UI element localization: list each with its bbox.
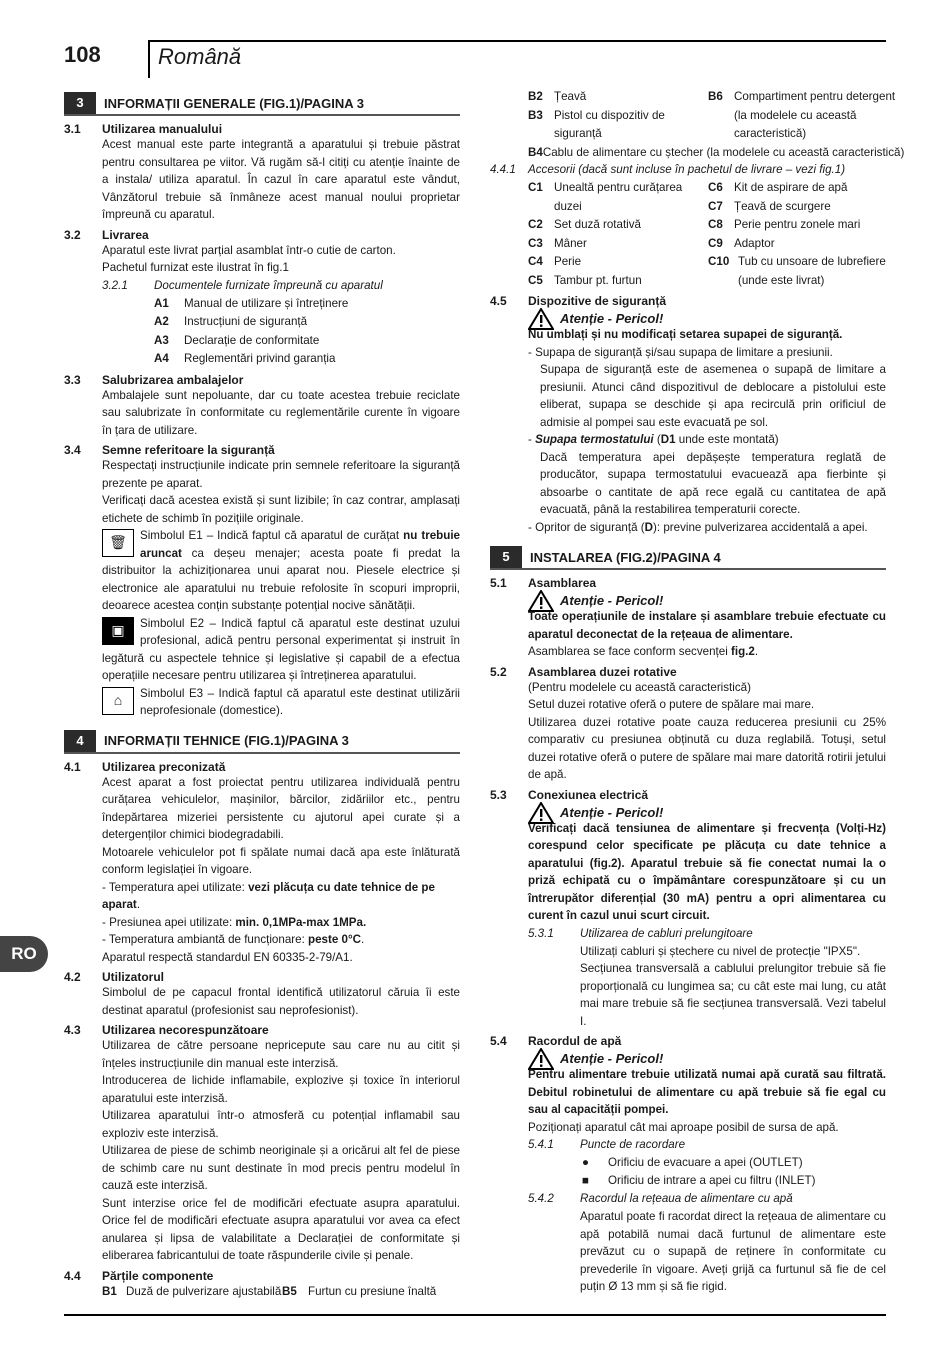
item-value: Duză de pulverizare ajustabilă xyxy=(126,1284,282,1298)
subsubsection-3-2-1 xyxy=(102,277,460,295)
language-side-tab: RO xyxy=(0,936,48,972)
subsubsection-title: Documentele furnizate împreună cu aparatul xyxy=(154,278,383,292)
paragraph: Utilizarea aparatului într-o atmosferă cu potențial inflamabil sau exploziv este interzisă. xyxy=(102,1109,460,1140)
part-item xyxy=(528,107,708,144)
doc-item xyxy=(154,350,460,369)
acc-item xyxy=(528,253,708,272)
subsection-number: 3.2 xyxy=(64,227,81,242)
text-span: peste 0°C xyxy=(308,933,361,946)
text-span: ca deșeu menajer; acesta poate fi predat la distribuitor la achiziționarea unui aparat nou. Piesele electrice și electronice ale aparatului nu trebuie refolosite în scopuri improprii, deoarece acestea conțin substanțe potențial nocive sănătății. xyxy=(102,546,460,612)
section-4-header xyxy=(64,730,460,754)
header-rule xyxy=(148,40,886,42)
acc-item xyxy=(528,216,708,235)
text-span: unde este montată) xyxy=(675,433,779,446)
paragraph: Secțiunea transversală a cablului prelungitor trebuie să fie proporțională cu lungimea sa; cu cât este mai lung, cu atât mai mare trebuie să fie secțiunea transversală. Vezi tabelul I. xyxy=(580,962,886,1028)
item-value: Adaptor xyxy=(734,236,775,250)
warning-title: Atenție - Pericol! xyxy=(560,1051,664,1066)
item-value: Compartiment pentru detergent (la modelele cu această caracteristică) xyxy=(734,90,896,140)
item-value: Kit de aspirare de apă xyxy=(734,181,848,194)
item-value: Unealtă pentru curățarea duzei xyxy=(554,181,683,213)
subsection-3-4 xyxy=(64,443,460,457)
item-key: C8 xyxy=(708,218,723,231)
subsubsection-title: Utilizarea de cabluri prelungitoare xyxy=(580,926,753,940)
device-item xyxy=(528,431,886,449)
subsubsection-5-4-1 xyxy=(528,1136,886,1154)
subsection-number: 4.4 xyxy=(64,1268,81,1283)
item-value: Perie xyxy=(554,255,582,268)
text-span: . xyxy=(754,645,759,658)
subsection-5-1 xyxy=(490,576,886,590)
subsubsection-number: 3.2.1 xyxy=(102,278,128,292)
paragraph: Supapa de siguranță este de asemenea o supapă de limitare a presiunii. Atunci când dispozitivul de deblocare a pistolului este eliberat, supapa se deschide și apa recirculă prin orificiul de admisie al pompei sau este evacuată pe sol. xyxy=(540,363,886,429)
text-span: D xyxy=(644,520,654,534)
header-divider xyxy=(148,42,150,78)
text-span: D1 xyxy=(660,433,676,446)
item-value: Țeavă de scurgere xyxy=(734,199,831,213)
acc-item xyxy=(708,216,904,235)
paragraph: Aparatul respectă standardul EN 60335-2-79/A1. xyxy=(102,950,353,964)
item-key: B5 xyxy=(282,1284,297,1298)
subsection-title: Semne referitoare la siguranță xyxy=(102,443,275,457)
text-span: Simbolul E1 – Indică faptul că aparatul de curățat xyxy=(140,529,404,542)
item-key: C7 xyxy=(708,199,723,213)
paragraph: Aparatul este livrat parțial asamblat într-o cutie de carton. xyxy=(102,243,396,257)
item-value: Țeavă xyxy=(554,90,587,103)
text-span: min. 0,1MPa-max 1MPa. xyxy=(235,915,367,929)
item-key: C5 xyxy=(528,273,543,287)
accessories-right xyxy=(708,179,904,290)
acc-item xyxy=(528,179,708,216)
text-span: - Temperatura apei utilizate: xyxy=(102,880,249,894)
subsection-number: 5.3 xyxy=(490,787,507,802)
square-bullet-icon: ■ xyxy=(582,1174,590,1187)
doc-item xyxy=(154,332,460,351)
subsection-5-3 xyxy=(490,788,886,802)
subsection-title: Racordul de apă xyxy=(528,1034,622,1048)
item-value: Tambur pt. furtun xyxy=(554,273,642,287)
item-value: Cablu de alimentare cu ștecher (la modelele cu această caracteristică) xyxy=(542,145,905,159)
subsection-title: Utilizarea necorespunzătoare xyxy=(102,1023,269,1037)
subsubsection-title: Puncte de racordare xyxy=(580,1138,686,1151)
section-title: INFORMAȚII TEHNICE (FIG.1)/PAGINA 3 xyxy=(96,733,349,748)
paragraph: Utilizarea de piese de schimb neoriginale și a oricărui alt fel de piese de schimb care nu sunt destinate în mod precis pentru modelul în cauză este interzisă. xyxy=(102,1144,460,1192)
item-key: C6 xyxy=(708,181,723,194)
text-span: - xyxy=(528,433,536,446)
text-span: vezi plăcuța cu date tehnice de pe aparat xyxy=(102,880,435,911)
item-key: C4 xyxy=(528,255,543,268)
paragraph: Respectați instrucțiunile indicate prin semnele referitoare la siguranță prezente pe aparat. xyxy=(102,459,460,490)
section-5-header xyxy=(490,546,886,570)
item-key: C3 xyxy=(528,236,543,250)
paragraph: Utilizarea de către persoane nepricepute sau care nu au citit și înțeles instrucțiunile din manual este interzisă. xyxy=(102,1039,460,1070)
subsection-3-2 xyxy=(64,228,460,242)
acc-item xyxy=(528,272,708,291)
text-span: - Presiunea apei utilizate: xyxy=(102,915,236,929)
text-span: - Opritor de siguranță ( xyxy=(528,520,645,534)
text-span: Supapa termostatului xyxy=(535,433,654,446)
item-value: Set duză rotativă xyxy=(554,218,642,231)
subsection-title: Livrarea xyxy=(102,227,149,242)
paragraph: Acest aparat a fost proiectat pentru utilizarea individuală pentru curățarea vehiculelor, mașinilor, bărcilor, zidăriilor etc., pentru îndepărtarea mizeriei persistente cu ajutorul apei curate și a detergenților chimici biodegradabili. xyxy=(102,775,460,841)
symbol-e3-paragraph xyxy=(102,685,460,720)
text-span: ): previne pulverizarea accidentală a apei. xyxy=(653,520,868,534)
item-key: B3 xyxy=(528,108,543,122)
symbol-e2-paragraph xyxy=(102,615,460,685)
item-value: Mâner xyxy=(554,236,587,250)
paragraph: Aparatul poate fi racordat direct la rețeaua de alimentare cu apă potabilă numai dacă furtunul de alimentare este prevăzut cu o supapă de reținere în conformitate cu prevederile în vigoare. Aveți grijă ca furtunul să fie de cel puțin Ø 13 mm și să fie rigid. xyxy=(580,1210,886,1293)
subsection-title: Părțile componente xyxy=(102,1268,214,1283)
warning-text: Toate operațiunile de instalare și asamblare trebuie efectuate cu aparatul deconectat de la rețeaua de alimentare. xyxy=(528,610,886,641)
subsection-number: 5.4 xyxy=(490,1034,507,1048)
text-span: . xyxy=(360,933,365,946)
subsection-title: Dispozitive de siguranță xyxy=(528,294,667,308)
text-span: - Temperatura ambiantă de funcționare: xyxy=(102,933,309,946)
paragraph: Pachetul furnizat este ilustrat în fig.1 xyxy=(102,261,289,274)
paragraph xyxy=(528,643,886,661)
doc-item xyxy=(154,313,460,332)
paragraph: Setul duzei rotative oferă o putere de spălare mai mare. xyxy=(528,698,815,711)
item-value: Pistol cu dispozitiv de siguranță xyxy=(554,108,665,140)
item-key: C9 xyxy=(708,236,723,250)
subsection-5-4 xyxy=(490,1034,886,1048)
section-3-header xyxy=(64,92,460,116)
subsection-title: Utilizarea preconizată xyxy=(102,759,226,774)
subsection-number: 4.5 xyxy=(490,294,507,308)
paragraph: Motoarele vehiculelor pot fi spălate numai dacă apa este înlăturată conform legislației în vigoare. xyxy=(102,845,460,876)
subsection-4-4 xyxy=(64,1269,460,1283)
device-item: - Supapa de siguranță și/sau supapa de limitare a presiunii. xyxy=(528,345,833,359)
item-key: B4 xyxy=(528,145,543,159)
subsection-4-1 xyxy=(64,760,460,774)
warning-text: Verificați dacă tensiunea de alimentare și frecvența (Volți-Hz) corespund celor specificate pe plăcuța cu date tehnice a aparatului (fig.2). Aparatul trebuie să fie conectat numai la o priză echipată cu o împământare corespunzătoare și cu un întrerupător diferențial (30 mA) pentru a opri alimentarea cu curent în cazul unui scurt circuit. xyxy=(528,821,886,922)
subsubsection-title: Accesorii (dacă sunt incluse în pachetul de livrare – vezi fig.1) xyxy=(528,163,846,176)
accessories-grid xyxy=(528,179,886,290)
item-key: C10 xyxy=(708,255,730,268)
item-value: Reglementări privind garanția xyxy=(184,352,336,365)
subsection-number: 3.1 xyxy=(64,122,81,136)
parts-grid xyxy=(528,88,896,144)
paragraph: Simbolul de pe capacul frontal identifică utilizatorul căruia îi este destinat aparatul (profesionist sau neprofesionist). xyxy=(102,986,460,1017)
item-key: A2 xyxy=(154,315,169,328)
paragraph: Verificați dacă acestea există și sunt lizibile; în caz contrar, amplasați etichete de schimb în pozițiile originale. xyxy=(102,494,460,525)
item-key: B1 xyxy=(102,1284,117,1298)
acc-item xyxy=(708,179,904,198)
warning-title: Atenție - Pericol! xyxy=(560,804,664,820)
subsection-3-1 xyxy=(64,122,460,136)
item-key: A1 xyxy=(154,296,169,310)
outlet-item xyxy=(582,1154,886,1172)
text-span: fig.2 xyxy=(731,645,755,658)
subsection-4-3 xyxy=(64,1023,460,1037)
paragraph: Poziționați aparatul cât mai aproape posibil de sursa de apă. xyxy=(528,1120,839,1134)
paragraph: Ambalajele sunt nepoluante, dar cu toate acestea trebuie reciclate sau salubrizate în conformitate cu reglementările curente în vigoare în țara de utilizare. xyxy=(102,388,460,437)
part-item xyxy=(708,88,904,144)
item-key: A3 xyxy=(154,333,169,347)
subsection-number: 3.4 xyxy=(64,443,81,457)
page-number: 108 xyxy=(64,42,101,67)
paragraph: (Pentru modelele cu această caracteristică) xyxy=(528,680,751,694)
item-key: B2 xyxy=(528,90,543,103)
symbol-e1-paragraph xyxy=(102,527,460,615)
item-key: C1 xyxy=(528,181,543,194)
paragraph: Dacă temperatura apei depășește temperatura reglată de producător, supapa termostatului evacuează apa fierbinte și absoarbe o cantitate de apă rece egală cu cantitatea de apă evacuată, până la restabilirea temperaturii corecte. xyxy=(540,450,886,516)
item-value: Orificiu de intrare a apei cu filtru (INLET) xyxy=(608,1174,816,1187)
item-value: Furtun cu presiune înaltă xyxy=(308,1284,437,1298)
subsection-title: Asamblarea duzei rotative xyxy=(528,664,677,679)
spec-line xyxy=(102,879,460,914)
section-number: 5 xyxy=(490,546,522,568)
item-value: Perie pentru zonele mari xyxy=(734,218,861,231)
subsection-number: 3.3 xyxy=(64,372,81,387)
device-item xyxy=(528,519,886,537)
subsection-title: Conexiunea electrică xyxy=(528,787,649,802)
text-span: nu trebuie aruncat xyxy=(140,529,460,560)
subsubsection-number: 5.4.2 xyxy=(528,1192,554,1205)
subsection-number: 4.3 xyxy=(64,1023,81,1037)
paragraph: Introducerea de lichide inflamabile, explozive și toxice în interiorul aparatului este interzisă. xyxy=(102,1074,460,1105)
subsection-3-3 xyxy=(64,373,460,387)
section-title: INSTALAREA (FIG.2)/PAGINA 4 xyxy=(522,550,721,565)
subsection-title: Salubrizarea ambalajelor xyxy=(102,372,244,387)
professional-use-icon: ▣ xyxy=(102,617,134,645)
crossed-bin-icon: 🗑 xyxy=(102,529,134,557)
warning-title: Atenție - Pericol! xyxy=(560,593,664,608)
part-item xyxy=(528,144,905,162)
paragraph: Sunt interzise orice fel de modificări efectuate asupra aparatului. Orice fel de modificări efectuate asupra aparatului vor avea ca efect anularea și lipsa de valabilitate a Declarației de conformitate și eliberarea fabricantului de toate răspunderile civile și penale. xyxy=(102,1196,460,1262)
acc-item xyxy=(528,235,708,254)
subsubsection-number: 5.4.1 xyxy=(528,1138,554,1151)
section-title: INFORMAȚII GENERALE (FIG.1)/PAGINA 3 xyxy=(96,96,364,111)
section-number: 3 xyxy=(64,92,96,114)
text-span: Asamblarea se face conform secvenței xyxy=(528,645,731,658)
subsection-number: 4.2 xyxy=(64,970,81,984)
item-value: Orificiu de evacuare a apei (OUTLET) xyxy=(608,1156,803,1169)
subsection-title: Utilizatorul xyxy=(102,970,164,984)
part-item xyxy=(528,88,708,107)
paragraph: Utilizați cabluri și ștechere cu nivel de protecție "IPX5". xyxy=(580,944,861,958)
acc-item xyxy=(708,253,904,290)
subsubsection-4-4-1 xyxy=(490,161,886,179)
subsection-4-5 xyxy=(490,294,886,308)
text-span: ( xyxy=(653,433,661,446)
item-key: B6 xyxy=(708,90,723,103)
subsubsection-number: 5.3.1 xyxy=(528,926,554,940)
subsection-number: 4.1 xyxy=(64,759,81,774)
spec-line xyxy=(102,914,460,932)
language-title: Română xyxy=(158,44,242,69)
right-column xyxy=(490,88,905,1296)
circle-bullet-icon: ● xyxy=(582,1156,590,1169)
subsection-5-2 xyxy=(490,665,886,679)
subsection-title: Utilizarea manualului xyxy=(102,122,223,136)
spec-line xyxy=(102,931,460,949)
text-span: . xyxy=(136,898,141,911)
acc-item xyxy=(708,235,904,254)
warning-text: Nu umblați și nu modificați setarea supapei de siguranță. xyxy=(528,328,843,341)
footer-rule xyxy=(64,1314,886,1316)
house-icon: ⌂ xyxy=(102,687,134,715)
item-value: Tub cu unsoare de lubrefiere (unde este livrat) xyxy=(738,255,886,287)
warning-title: Atenție - Pericol! xyxy=(560,311,664,326)
acc-item xyxy=(708,198,904,217)
subsubsection-title: Racordul la rețeaua de alimentare cu apă xyxy=(580,1192,793,1205)
section-number: 4 xyxy=(64,730,96,752)
subsubsection-5-4-2 xyxy=(528,1190,886,1208)
text-span: Simbolul E2 – Indică faptul că aparatul este destinat uzului profesional, adică pentru personal experimentat și instruit în legătură cu aspectele tehnice și legislative și capabil de a efectua operațiile necesare pentru utilizarea și întreținerea aparatului. xyxy=(102,616,460,682)
subsection-number: 5.1 xyxy=(490,576,507,590)
item-value: Manual de utilizare și întreținere xyxy=(184,296,349,310)
item-value: Declarație de conformitate xyxy=(184,333,320,347)
subsection-4-2 xyxy=(64,970,460,984)
parts-row xyxy=(102,1283,460,1301)
item-value: Instrucțiuni de siguranță xyxy=(184,315,308,328)
text-span: Simbolul E3 – Indică faptul că aparatul este destinat utilizării neprofesionale (domestice). xyxy=(140,686,460,717)
warning-text: Pentru alimentare trebuie utilizată numai apă curată sau filtrată. Debitul robinetului de alimentare cu apă trebuie să fie egal cu sau al capacității pompei. xyxy=(528,1068,886,1116)
inlet-item xyxy=(582,1172,886,1190)
subsection-number: 5.2 xyxy=(490,664,507,679)
item-key: A4 xyxy=(154,352,169,365)
item-key: C2 xyxy=(528,218,543,231)
subsection-title: Asamblarea xyxy=(528,576,597,590)
paragraph: Acest manual este parte integrantă a aparatului și trebuie păstrat pentru consultarea pe viitor. Vă rugăm să-l citiți cu atenție înainte de a instala/ utiliza aparatul. În cazul în care aparatul este vândut, Vânzătorul trebuie să înmâneze acest manual noului proprietar împreună cu aparatul. xyxy=(102,138,460,221)
paragraph: Utilizarea duzei rotative poate cauza reducerea presiunii cu 25% comparativ cu presiunea obținută cu duza reglabilă. Totuși, setul duzei rotative oferă o putere de spălare mai mare datorită rotirii jetului de apă. xyxy=(528,715,886,781)
subsubsection-number: 4.4.1 xyxy=(490,163,516,176)
accessories-left xyxy=(528,179,708,290)
subsubsection-5-3-1 xyxy=(528,925,886,943)
doc-item xyxy=(154,295,460,314)
left-column xyxy=(64,92,460,1300)
